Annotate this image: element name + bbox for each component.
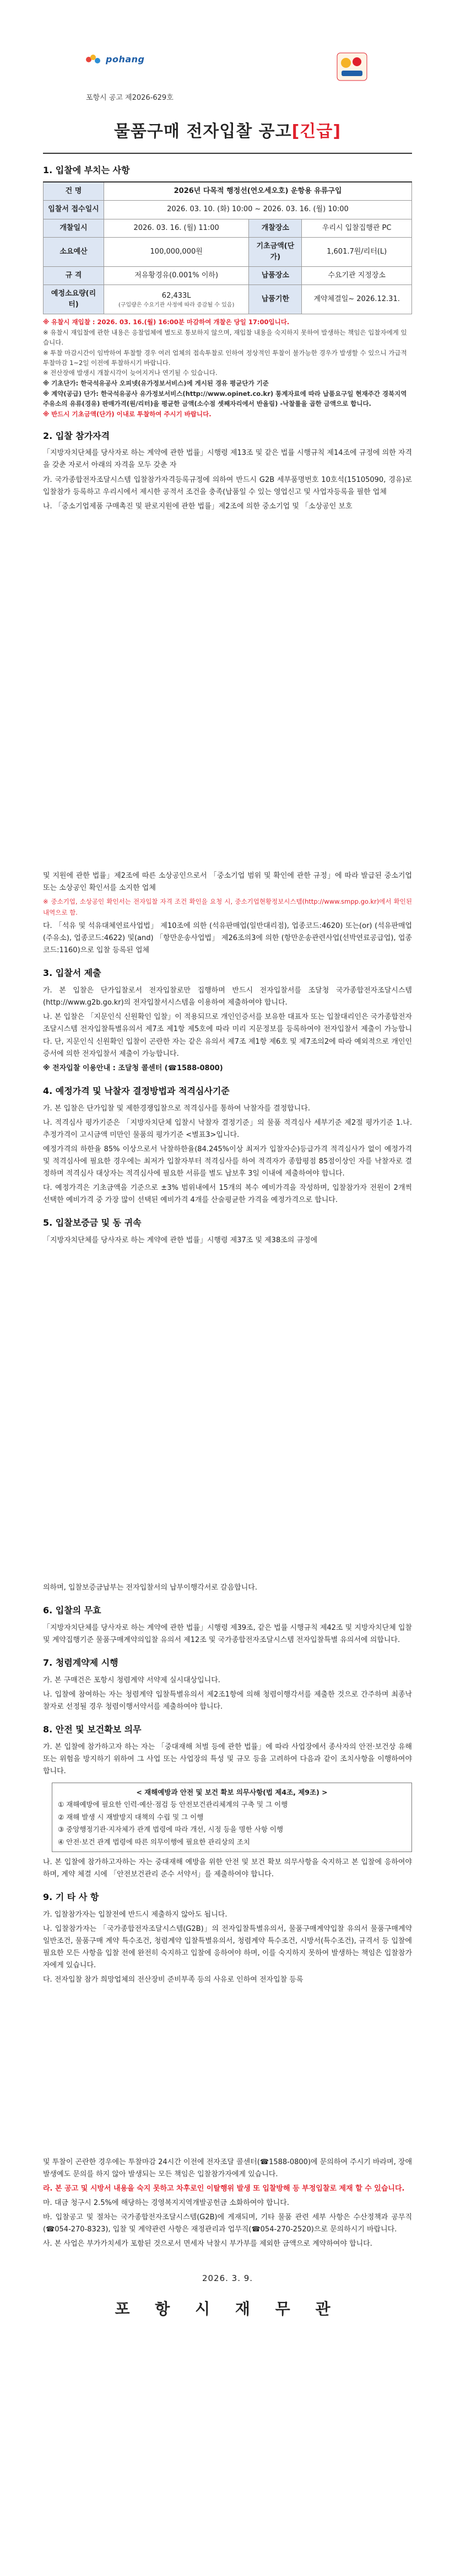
row-value: 100,000,000원	[104, 237, 249, 266]
paragraph-note: ※ 중소기업, 소상공인 확인서는 전자입찰 자격 조건 확인을 요청 시, 중소기업현황정보시스템(http://www.smpp.go.kr)에서 확인된 내역으로 함.	[43, 898, 412, 916]
box-title: < 재해예방과 안전 및 보건 확보 의무사항(법 제4조, 제9조) >	[136, 1788, 328, 1796]
section5-heading: 5. 입찰보증금 및 동 귀속	[43, 1217, 142, 1228]
campaign-emblem-icon	[335, 51, 369, 83]
row-label: 건 명	[44, 182, 104, 201]
note-item: ※ 반드시 기초금액(단가) 이내로 투찰하여 주시기 바랍니다.	[43, 410, 212, 418]
table-row	[44, 237, 412, 266]
section8-heading: 8. 안전 및 보건확보 의무	[43, 1724, 142, 1735]
row-label: 개찰장소	[249, 219, 302, 237]
row-label: 기초금액(단가)	[249, 237, 302, 266]
row-value: 2026. 03. 10. (화) 10:00 ~ 2026. 03. 16. (월) 10:00	[104, 201, 412, 219]
note-item: ※ 유찰시 재입찰 : 2026. 03. 16.(월) 16:00분 마감하여 개찰은 당일 17:00입니다.	[43, 318, 290, 326]
paragraph: 마. 대금 청구시 2.5%에 해당하는 경영복지지역개발공헌금 소화하여야 합니다.	[43, 2198, 289, 2207]
row-value: 2026. 03. 16. (월) 11:00	[104, 219, 249, 237]
paragraph: 「지방자치단체를 당사자로 하는 계약에 관한 법률」시행령 제39조, 같은 법률 시행규칙 제42조 및 지방자치단체 입찰 및 계약집행기준 물품구매계약의입찰 유의서 제12조 및 국가종합전자조달시스템 전자입찰특별 유의서에 의합니다.	[43, 1624, 412, 1645]
table-row	[44, 219, 412, 237]
paragraph: 「지방자치단체를 당사자로 하는 계약에 관한 법률」시행령 제13조 및 같은 법률 시행규칙 제14조에 규정에 의한 자격을 갖춘 자로서 아래의 자격을 모두 갖춘 자	[43, 449, 412, 470]
paragraph: 및 지원에 관한 법률」제2조에 따른 소상공인으로서 「중소기업 범위 및 확인에 관한 규정」에 따라 발급된 중소기업 또는 소상공인 확인서를 소지한 업체	[43, 871, 412, 892]
paragraph: 바. 입찰공고 및 절차는 국가종합전자조달시스템(G2B)에 게재되며, 기타 물품 관련 세부 사항은 수산정책과 공무직(☎054-270-8323), 입찰 및 계약관련 사항은 재정관리과 업무직(☎054-270-2520)으로 문의하시기 바랍니다.	[43, 2213, 412, 2234]
row-label: 소요예산	[44, 237, 104, 266]
section6-heading: 6. 입찰의 무효	[43, 1605, 101, 1616]
section1-heading: 1. 입찰에 부치는 사항	[43, 164, 130, 175]
title-urgent-tag: [긴급]	[291, 122, 342, 141]
row-value: 1,601.7원/리터(L)	[302, 237, 412, 266]
paragraph: 나. 본 입찰에 참가하고자하는 자는 중대재해 예방을 위한 안전 및 보건 확보 의무사항을 숙지하고 본 입찰에 응하여야 하며, 계약 체결 시에 「안전보건관리 준수 서약서」를 제출하여야 합니다.	[43, 1858, 412, 1879]
section3-heading: 3. 입찰서 제출	[43, 968, 101, 979]
page-title	[114, 122, 341, 141]
pohang-logo-icon	[86, 55, 102, 65]
paragraph: 가. 본 입찰은 단가입찰 및 제한경쟁입찰으로 적격심사를 통하여 낙찰자를 결정합니다.	[43, 1104, 310, 1113]
row-value: 2026년 다목적 행정선(연오세오호) 운항용 유류구입	[104, 182, 412, 201]
paragraph: 가. 본 입찰에 참가하고자 하는 자는 「중대재해 처벌 등에 관한 법률」에 따라 사업장에서 종사자의 안전·보건상 유해 또는 위험을 방지하기 위하여 그 사업 또는 사업장의 특성 및 규모 등을 고려하여 다음과 같이 조치사항을 이행하여야 합니다.	[43, 1743, 412, 1776]
note-item: ※ 계약(공급) 단가: 한국석유공사 유가정보서비스(http://www.opinet.co.kr) 통계자료에 따라 납품요구일 현재주간 경북지역 주유소의 유류(경유) 판매가격(원/리터)을 평균한 금액(소수점 셋째자리에서 반올림) -낙찰률을 곱한 금액으로 합니다.	[43, 390, 407, 407]
notice-number: 포항시 공고 제2026-629호	[86, 94, 174, 102]
paragraph: 가. 국가종합전자조달시스템 입찰참가자격등록규정에 의하여 반드시 G2B 세부품명번호 10호석(15105090, 경유)로 입찰참가 등록하고 우리시에서 제시한 공적서 조건을 충족(납품일 수 있는 영업신고 및 사업자등록을 필한 업체	[43, 475, 412, 496]
note-item: ※ 유찰시 재입찰에 관한 내용은 응찰업체에 별도로 통보하지 않으며, 재입찰 내용을 숙지하지 못하여 발생하는 책임은 입찰자에게 있습니다.	[43, 329, 407, 347]
note-item: ※ 전산장애 발생시 개찰시각이 늦어지거나 연기될 수 있습니다.	[43, 369, 218, 377]
section7-heading: 7. 청렴계약제 시행	[43, 1657, 118, 1668]
paragraph: 라. 본 공고 및 시방서 내용을 숙지 못하고 차후로인 이탈행위 발생 또 입찰방해 등 부정입찰로 제재 할 수 있습니다.	[43, 2184, 405, 2193]
paragraph: 다. 「석유 및 석유대체연료사업법」 제10조에 의한 (석유판매업(일반대리점), 업종코드:4620) 또는(or) (석유판매업(주유소), 업종코드:4622) 및(and) 「항만운송사업법」 제26조의3에 의한 (항만운송관련사업(선박연료공급업), 업종코드:1160)으로 입찰 등록된 업체	[43, 922, 412, 955]
paragraph: 가. 본 입찰은 단가입찰로서 전자입찰로만 집행하며 반드시 전자입찰서를 조달청 국가종합전자조달시스템(http://www.g2b.go.kr)의 전자입찰서시스템을 이용하여 제출하여야 합니다.	[43, 986, 412, 1007]
page-header	[43, 0, 412, 105]
table-row	[44, 285, 412, 314]
title-block	[43, 109, 412, 154]
table-row	[44, 267, 412, 285]
safety-duty-box	[52, 1783, 412, 1853]
section4-heading: 4. 예정가격 및 낙찰자 결정방법과 적격심사기준	[43, 1085, 230, 1096]
section1-notes	[43, 318, 412, 419]
paragraph: 나. 본 입찰은 「지문인식 신원확인 입찰」이 적용되므로 개인인증서를 보유한 대표자 또는 입찰대리인은 국가종합전자조달시스템 전자입찰특별유의서 제7조 제1항 제5호에 따라 미리 지문정보를 등록하여야 전자입찰서 제출이 가능합니다. 단, 지문인식 신원확인 입찰이 곤란한 자는 같은 유의서 제7조 제1항 제6호 및 제7조의2에 따라 예외적으로 개인인증서에 의한 전자입찰서 제출이 가능합니다.	[43, 1013, 412, 1058]
list-item: ② 재해 발생 시 재발방지 대책의 수립 및 그 이행	[58, 1812, 204, 1821]
paragraph: 「지방자치단체를 당사자로 하는 계약에 관한 법률」시행령 제37조 및 제38조의 규정에	[43, 1236, 318, 1245]
notice-date: 2026. 3. 9.	[202, 2273, 253, 2284]
paragraph: 예정가격의 하한율 85% 이상으로서 낙찰하한율(84.245%이상 최저가 입찰자순)등급가격 적격심사가 없이 예정가격 및 적격심사에 필요한 경우에는 최저가 입찰자부터 적격심사를 하여 적격자가 종합평점 85점이상인 자를 낙찰자로 결정하며 적격심사 대상자는 적격심사에 필요한 서류를 별도 납보후 3일 이내에 제출하여야 합니다.	[43, 1145, 412, 1178]
note-item: ※ 투찰 마감시간이 임박하여 투찰할 경우 여러 업체의 접속투찰로 인하여 정상적인 투찰이 불가능한 경우가 발생할 수 있으니 가급적 투찰마감 1~2일 이전에 투찰하시기 바랍니다.	[43, 348, 407, 367]
row-value: 계약체결일~ 2026.12.31.	[302, 285, 412, 314]
table-row	[44, 201, 412, 219]
row-value: 저유황경유(0.001% 이하)	[104, 267, 249, 285]
row-label: 입찰서 접수일시	[44, 201, 104, 219]
row-value: 수요기관 지정장소	[302, 267, 412, 285]
paragraph: 다. 전자입찰 참가 희망업체의 전산장비 준비부족 등의 사유로 인하여 전자입찰 등록	[43, 1976, 304, 1984]
pohang-logo-text: pohang	[106, 54, 145, 65]
quantity-value: 62,433L	[161, 291, 191, 300]
row-label: 개찰일시	[44, 219, 104, 237]
paragraph: 나. 적격심사 평가기준은 「지방자치단체 입찰시 낙찰자 결정기준」의 물품 적격심사 세부기준 제2절 평가기준 1.나. 추정가격이 고시금액 미만인 물품의 평가기준 <별표3>입니다.	[43, 1118, 412, 1139]
list-item: ④ 안전·보건 관계 법령에 따른 의무이행에 필요한 관리상의 조치	[58, 1837, 250, 1846]
quantity-note: (구입량은 수요기관 사정에 따라 증감될 수 있음)	[118, 302, 235, 308]
paragraph: 및 투찰이 곤란한 경우에는 투찰마감 24시간 이전에 전자조달 콜센터(☎1588-0800)에 문의하여 주시기 바라며, 장애발생예도 문의를 하지 않아 발생되는 모든 책임은 입찰참가자에게 있습니다.	[43, 2158, 412, 2178]
section2-heading: 2. 입찰 참가자격	[43, 430, 110, 441]
page-break-space	[43, 1249, 412, 1580]
paragraph: 의하며, 입찰보증금납부는 전자입찰서의 납부이행각서로 갈음합니다.	[43, 1584, 257, 1592]
row-label: 납품기한	[249, 285, 302, 314]
paragraph: 사. 본 사업은 부가가치세가 포함된 것으로서 면세자 낙찰시 부가부를 제외한 금액으로 계약하여야 합니다.	[43, 2240, 372, 2248]
paragraph: 가. 입찰참가자는 입찰전에 반드시 제출하지 않아도 됩니다.	[43, 1910, 228, 1919]
row-label: 납품장소	[249, 267, 302, 285]
paragraph: 다. 예정가격은 기초금액을 기준으로 ±3% 범위내에서 15개의 복수 예비가격을 작성하며, 입찰참가자 전원이 2개씩 선택한 예비가격 중 가장 많이 선택된 예비가격 4개를 산술평균한 가격을 예정가격으로 합니다.	[43, 1184, 412, 1205]
paragraph: ※ 전자입찰 이용안내 : 조달청 콜센터 (☎1588-0800)	[43, 1064, 223, 1072]
section9-heading: 9. 기 타 사 항	[43, 1892, 99, 1903]
row-value: 우리시 입찰집행관 PC	[302, 219, 412, 237]
paragraph: 나. 입찰에 참여하는 자는 청렴계약 입찰특별유의서 제2조1항에 의해 청렴이행각서를 제출한 것으로 간주하며 최종낙찰자로 선정될 경우 청렴이행서약서를 제출하여야 합니다.	[43, 1690, 412, 1711]
paragraph: 나. 「중소기업제품 구매촉진 및 판로지원에 관한 법률」제2조에 의한 중소기업 및 「소상공인 보호	[43, 502, 353, 511]
paragraph: 나. 입찰참가자는 「국가종합전자조달시스템(G2B)」의 전자입찰특별유의서, 물품구매계약입찰 유의서 물품구매계약 일반조건, 물품구매 계약 특수조건, 청렴계약 입찰특별유의서, 청렴계약 특수조건, 시방서(특수조건), 규격서 등 입찰에 필요한 모든 사항을 입찰 전에 완전히 숙지하고 입찰에 응하여야 하며, 이를 숙지하지 못하여 발생하는 책임은 입찰참가자에게 있습니다.	[43, 1925, 412, 1970]
table-row	[44, 182, 412, 201]
note-item: ※ 기초단가: 한국석유공사 오피넷(유가정보서비스)에 게시된 경유 평균단가 기준	[43, 379, 269, 388]
row-label: 규 격	[44, 267, 104, 285]
list-item: ① 재해예방에 필요한 인력·예산·점검 등 안전보건관리체계의 구축 및 그 이행	[58, 1800, 288, 1808]
issuing-organization: 포 항 시 재 무 관	[115, 2300, 340, 2319]
bid-info-table	[43, 181, 412, 314]
pohang-logo	[86, 53, 144, 67]
row-value	[104, 285, 249, 314]
row-label: 예정소요량(리터)	[44, 285, 104, 314]
page-break-space	[43, 1989, 412, 2154]
paragraph: 가. 본 구매건은 포항시 청렴계약 서약제 실시대상입니다.	[43, 1676, 220, 1685]
list-item: ③ 중앙행정기관·지자체가 관계 법령에 따라 개선, 시정 등을 명한 사항 이행	[58, 1825, 284, 1833]
page-break-space	[43, 515, 412, 868]
title-main: 물품구매 전자입찰 공고	[113, 122, 292, 141]
